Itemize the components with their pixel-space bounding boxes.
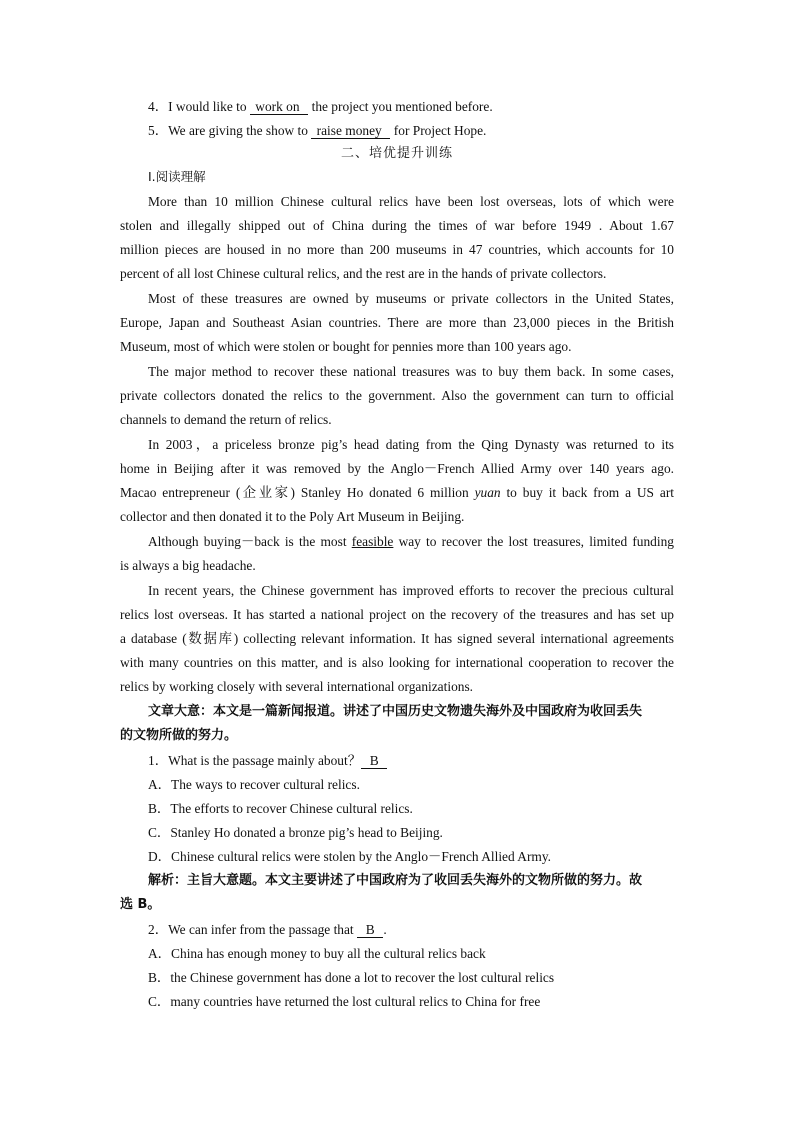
paragraph-line: private collectors donated the relics to the government. Also the government can turn to official	[120, 388, 674, 403]
question-answer: B	[361, 753, 387, 769]
question-4-answer: work on	[250, 99, 308, 115]
paragraph-line: Europe, Japan and Southeast Asian countries. There are more than 23,000 pieces in the British	[120, 315, 674, 330]
paragraph-line: percent of all lost Chinese cultural relics, and the rest are in the hands of private collectors.	[120, 266, 607, 281]
paragraph-line: Macao entrepreneur (企业家) Stanley Ho donated 6 million yuan to buy it back from a US art	[120, 485, 675, 500]
question-5-suffix: for Project Hope.	[390, 123, 487, 138]
paragraph-line: In 2003，a priceless bronze pig’s head dating from the Qing Dynasty was returned to its	[148, 437, 674, 452]
question-stem: 2．We can infer from the passage that B .	[148, 922, 387, 937]
question-4-suffix: the project you mentioned before.	[308, 99, 493, 114]
paragraph-line: is always a big headache.	[120, 558, 256, 573]
paragraph-4	[120, 433, 674, 529]
option-c: C．many countries have returned the lost cultural relics to China for free	[148, 994, 541, 1009]
yuan-italic: yuan	[474, 485, 501, 500]
paragraph-line: relics by working closely with several international organizations.	[120, 679, 474, 694]
part-title: Ⅰ.阅读理解	[148, 169, 206, 184]
question-4-prefix: 4．I would like to	[148, 99, 250, 114]
paragraph-line: stolen and illegally shipped out of China during the times of war before 1949 . About 1.67	[120, 218, 674, 233]
question-5	[120, 119, 674, 143]
question-5-answer: raise money	[311, 123, 390, 139]
paragraph-line: In recent years, the Chinese government has improved efforts to recover the precious cultural	[148, 583, 674, 598]
paragraph-line: Most of these treasures are owned by museums or private collectors in the United States,	[148, 291, 674, 306]
explanation-line: 解析：主旨大意题。本文主要讲述了中国政府为了收回丢失海外的文物所做的努力。故	[148, 873, 643, 888]
question-5-prefix: 5．We are giving the show to	[148, 123, 312, 138]
document-content	[120, 95, 674, 1014]
paragraph-line: a database (数据库) collecting relevant information. It has signed several international agreements	[120, 631, 674, 646]
paragraph-line: The major method to recover these national treasures was to buy them back. In some cases,	[148, 364, 674, 379]
section-title: 二、培优提升训练	[340, 146, 453, 161]
paragraph-line: Although buying－back is the most feasible way to recover the lost treasures, limited funding	[148, 534, 674, 549]
paragraph-line: with many countries on this matter, and is also looking for international cooperation to recover the	[120, 655, 674, 670]
paragraph-line: channels to demand the return of relics.	[120, 412, 332, 427]
option-c: C．Stanley Ho donated a bronze pig’s head to Beijing.	[148, 825, 443, 840]
paragraph-3	[120, 360, 674, 432]
comprehension-question-2	[120, 918, 674, 1014]
summary-line: 文章大意：本文是一篇新闻报道。讲述了中国历史文物遗失海外及中国政府为收回丢失	[148, 704, 643, 719]
option-b: B．the Chinese government has done a lot to recover the lost cultural relics	[148, 970, 555, 985]
explanation-line: 选 B。	[120, 897, 161, 912]
option-d: D．Chinese cultural relics were stolen by the Anglo－French Allied Army.	[148, 849, 551, 864]
paragraph-line: home in Beijing after it was removed by the Anglo－French Allied Army over 140 years ago.	[120, 461, 674, 476]
paragraph-5	[120, 530, 674, 578]
comprehension-question-1	[120, 749, 674, 917]
question-answer: B	[357, 922, 383, 938]
paragraph-line: relics lost overseas. It has started a national project on the recovery of the treasures and has set up	[120, 607, 674, 622]
summary	[120, 700, 674, 748]
option-a: A．The ways to recover cultural relics.	[148, 777, 360, 792]
paragraph-line: Museum, most of which were stolen or bought for pennies more than 100 years ago.	[120, 339, 572, 354]
option-a: A．China has enough money to buy all the cultural relics back	[148, 946, 486, 961]
paragraph-1	[120, 190, 674, 286]
paragraph-6	[120, 579, 674, 699]
paragraph-line: million pieces are housed in no more than 200 museums in 47 countries, which accounts for 10	[120, 242, 674, 257]
paragraph-line: collector and then donated it to the Poly Art Museum in Beijing.	[120, 509, 465, 524]
paragraph-2	[120, 287, 674, 359]
question-stem: 1．What is the passage mainly about？ B	[120, 749, 674, 773]
question-4	[120, 95, 674, 119]
option-b: B．The efforts to recover Chinese cultural relics.	[148, 801, 413, 816]
feasible-underlined: feasible	[351, 534, 394, 549]
paragraph-line: More than 10 million Chinese cultural relics have been lost overseas, lots of which were	[148, 194, 674, 209]
summary-line: 的文物所做的努力。	[120, 728, 238, 743]
